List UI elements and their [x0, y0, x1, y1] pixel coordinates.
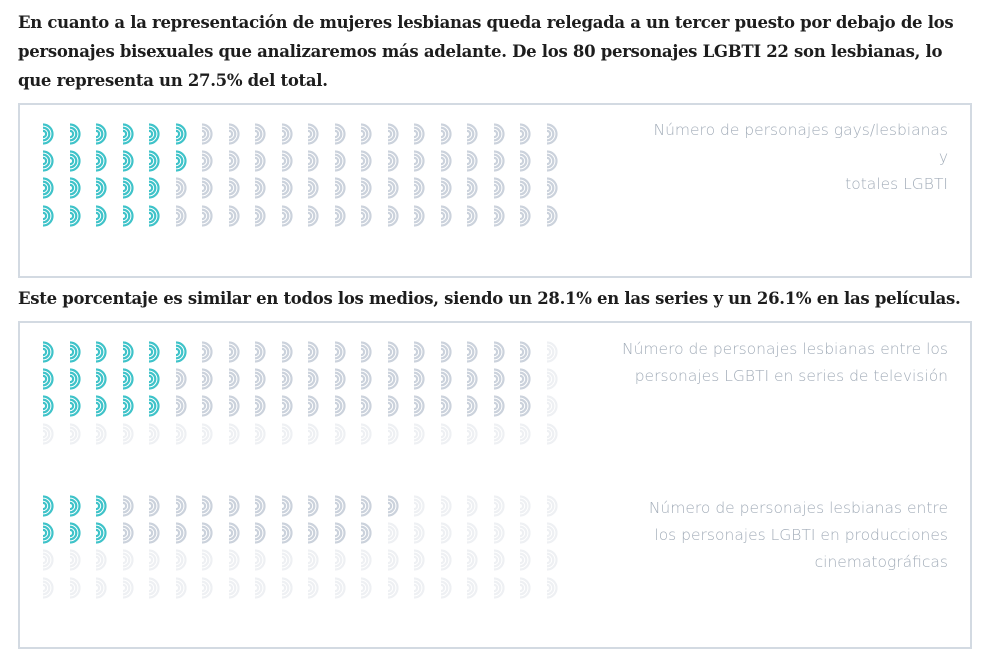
waffle-icon-lgbti [201, 205, 221, 227]
waffle-icon-lgbti [440, 368, 460, 390]
waffle-icon-lgbti [466, 205, 486, 227]
waffle-icon-empty [281, 549, 301, 571]
waffle-icon-lesbian [148, 395, 168, 417]
waffle-icon-empty [546, 395, 566, 417]
waffle-icon-lesbian [95, 123, 115, 145]
waffle-icon-lesbian [122, 395, 142, 417]
waffle-icon-empty [95, 423, 115, 445]
waffle-icon-empty [254, 549, 274, 571]
label-line: los personajes LGBTI en producciones [654, 526, 948, 544]
waffle-icon-empty [148, 549, 168, 571]
waffle-icon-lgbti [519, 341, 539, 363]
waffle-icon-empty [281, 423, 301, 445]
waffle-icon-lgbti [228, 341, 248, 363]
waffle-icon-lgbti [148, 522, 168, 544]
waffle-icon-lgbti [387, 205, 407, 227]
waffle-icon-lesbian [148, 368, 168, 390]
waffle-icon-lesbian [42, 495, 62, 517]
waffle-icon-lgbti [466, 395, 486, 417]
waffle-icon-lgbti [228, 522, 248, 544]
chart-label-series [622, 336, 948, 390]
waffle-icon-lesbian [42, 395, 62, 417]
waffle-icon-empty [175, 577, 195, 599]
waffle-icon-empty [334, 423, 354, 445]
waffle-icon-lgbti [281, 395, 301, 417]
waffle-icon-empty [95, 549, 115, 571]
waffle-icon-empty [413, 423, 433, 445]
waffle-icon-lgbti [360, 495, 380, 517]
waffle-icon-lgbti [440, 205, 460, 227]
waffle-icon-empty [440, 423, 460, 445]
waffle-icon-lgbti [519, 150, 539, 172]
waffle-icon-empty [546, 549, 566, 571]
waffle-icon-lgbti [307, 395, 327, 417]
waffle-icon-lesbian [95, 177, 115, 199]
waffle-icon-empty [387, 522, 407, 544]
waffle-icon-empty [360, 549, 380, 571]
waffle-icon-lgbti [281, 177, 301, 199]
waffle-icon-lgbti [360, 205, 380, 227]
waffle-icon-lgbti [519, 177, 539, 199]
waffle-icon-lesbian [42, 177, 62, 199]
label-line: totales LGBTI [845, 175, 948, 193]
waffle-icon-lesbian [122, 341, 142, 363]
waffle-icon-lesbian [122, 150, 142, 172]
waffle-icon-lgbti [334, 123, 354, 145]
waffle-icon-lgbti [387, 123, 407, 145]
waffle-icon-lgbti [440, 341, 460, 363]
waffle-icon-lgbti [360, 150, 380, 172]
waffle-icon-lgbti [546, 177, 566, 199]
waffle-icon-lgbti [122, 495, 142, 517]
waffle-icon-lgbti [387, 177, 407, 199]
waffle-icon-lgbti [519, 395, 539, 417]
waffle-icon-lgbti [413, 177, 433, 199]
waffle-icon-empty [413, 577, 433, 599]
waffle-icon-empty [69, 423, 89, 445]
waffle-icon-lgbti [254, 368, 274, 390]
waffle-icon-lgbti [281, 150, 301, 172]
waffle-icon-lgbti [254, 123, 274, 145]
waffle-icon-lgbti [546, 205, 566, 227]
waffle-icon-empty [413, 522, 433, 544]
waffle-icon-lgbti [413, 150, 433, 172]
waffle-icon-lgbti [307, 123, 327, 145]
waffle-icon-lgbti [387, 368, 407, 390]
waffle-icon-lgbti [307, 368, 327, 390]
label-line: cinematográficas [814, 553, 948, 571]
waffle-icon-lgbti [440, 123, 460, 145]
waffle-icon-lgbti [387, 395, 407, 417]
waffle-icon-empty [413, 549, 433, 571]
waffle-icon-lgbti [228, 495, 248, 517]
waffle-icon-lesbian [69, 522, 89, 544]
waffle-icon-lgbti [334, 368, 354, 390]
waffle-icon-lgbti [334, 341, 354, 363]
waffle-icon-lgbti [148, 495, 168, 517]
waffle-icon-lesbian [42, 522, 62, 544]
waffle-icon-lesbian [148, 341, 168, 363]
waffle-icon-lgbti [307, 177, 327, 199]
waffle-icon-lesbian [69, 368, 89, 390]
waffle-icon-empty [519, 577, 539, 599]
waffle-icon-lgbti [360, 368, 380, 390]
waffle-icon-lgbti [307, 341, 327, 363]
waffle-icon-empty [228, 423, 248, 445]
waffle-icon-empty [546, 341, 566, 363]
waffle-icon-lesbian [148, 177, 168, 199]
waffle-icon-empty [95, 577, 115, 599]
waffle-icon-lgbti [466, 123, 486, 145]
waffle-icon-empty [519, 423, 539, 445]
waffle-icon-empty [466, 522, 486, 544]
waffle-icon-lgbti [228, 123, 248, 145]
waffle-icon-lgbti [466, 341, 486, 363]
waffle-icon-lgbti [307, 205, 327, 227]
waffle-icon-empty [546, 577, 566, 599]
waffle-icon-lgbti [228, 395, 248, 417]
waffle-icon-empty [334, 577, 354, 599]
waffle-icon-lesbian [42, 341, 62, 363]
media-paragraph: Este porcentaje es similar en todos los medios, siendo un 28.1% en las series y un 26.1% en las películas. [18, 289, 961, 308]
waffle-icon-empty [466, 549, 486, 571]
waffle-icon-empty [201, 577, 221, 599]
chart-box-media [18, 321, 972, 649]
waffle-icon-empty [546, 423, 566, 445]
waffle-icon-lgbti [519, 205, 539, 227]
waffle-icon-empty [201, 549, 221, 571]
waffle-icon-lesbian [122, 368, 142, 390]
waffle-icon-lgbti [254, 205, 274, 227]
waffle-icon-lesbian [69, 495, 89, 517]
waffle-icon-empty [466, 423, 486, 445]
waffle-icon-lgbti [493, 341, 513, 363]
waffle-icon-empty [546, 368, 566, 390]
waffle-icon-lgbti [201, 177, 221, 199]
waffle-icon-lgbti [440, 150, 460, 172]
waffle-icon-empty [254, 577, 274, 599]
waffle-icon-empty [546, 522, 566, 544]
waffle-icon-lgbti [281, 205, 301, 227]
waffle-icon-lgbti [228, 150, 248, 172]
waffle-icon-lesbian [95, 341, 115, 363]
waffle-icon-lgbti [413, 341, 433, 363]
waffle-icon-lgbti [201, 368, 221, 390]
waffle-icon-empty [175, 549, 195, 571]
waffle-icon-lesbian [148, 150, 168, 172]
waffle-icon-lgbti [466, 150, 486, 172]
waffle-icon-lgbti [360, 123, 380, 145]
waffle-icon-empty [175, 423, 195, 445]
waffle-icon-empty [387, 549, 407, 571]
label-line: y [938, 148, 948, 166]
waffle-icon-lgbti [466, 177, 486, 199]
waffle-icon-lgbti [360, 522, 380, 544]
waffle-icon-lgbti [493, 368, 513, 390]
waffle-icon-lesbian [95, 150, 115, 172]
waffle-icon-empty [387, 423, 407, 445]
waffle-icon-empty [281, 577, 301, 599]
waffle-icon-lesbian [122, 177, 142, 199]
waffle-icon-empty [307, 549, 327, 571]
intro-paragraph: En cuanto a la representación de mujeres lesbianas queda relegada a un tercer puesto por debajo de los personajes bisexuales que analizaremos más adelante. De los 80 personajes LGBTI 22 son lesbianas, lo que representa un 27.5% del total. [18, 13, 954, 90]
waffle-icon-empty [228, 577, 248, 599]
waffle-icon-lesbian [148, 123, 168, 145]
waffle-icon-lgbti [254, 522, 274, 544]
waffle-icon-lgbti [413, 205, 433, 227]
waffle-icon-lgbti [360, 395, 380, 417]
waffle-icon-lgbti [334, 522, 354, 544]
waffle-icon-lgbti [466, 368, 486, 390]
waffle-icon-lgbti [175, 395, 195, 417]
waffle-icon-lgbti [519, 368, 539, 390]
waffle-icon-empty [42, 577, 62, 599]
waffle-icon-lgbti [201, 495, 221, 517]
chart-box-total [18, 103, 972, 278]
waffle-icon-lesbian [122, 123, 142, 145]
waffle-icon-empty [122, 549, 142, 571]
waffle-icon-lgbti [201, 395, 221, 417]
waffle-icon-lgbti [254, 341, 274, 363]
waffle-icon-lgbti [175, 177, 195, 199]
label-line: Número de personajes gays/lesbianas [653, 121, 948, 139]
waffle-icon-lgbti [440, 177, 460, 199]
waffle-icon-empty [334, 549, 354, 571]
waffle-icon-lgbti [281, 341, 301, 363]
waffle-icon-lgbti [493, 123, 513, 145]
waffle-icon-lgbti [546, 150, 566, 172]
waffle-icon-lgbti [493, 205, 513, 227]
waffle-icon-lgbti [334, 177, 354, 199]
waffle-icon-empty [493, 495, 513, 517]
waffle-icon-lesbian [122, 205, 142, 227]
waffle-icon-lgbti [307, 495, 327, 517]
waffle-icon-lgbti [175, 495, 195, 517]
waffle-icon-lesbian [95, 368, 115, 390]
waffle-icon-empty [493, 549, 513, 571]
waffle-icon-empty [228, 549, 248, 571]
waffle-icon-empty [493, 522, 513, 544]
waffle-icon-empty [201, 423, 221, 445]
waffle-icon-lesbian [69, 123, 89, 145]
waffle-icon-lgbti [254, 395, 274, 417]
waffle-icon-lgbti [201, 522, 221, 544]
waffle-icon-empty [440, 522, 460, 544]
waffle-icon-lgbti [254, 495, 274, 517]
waffle-icon-lgbti [307, 150, 327, 172]
waffle-icon-lgbti [281, 368, 301, 390]
waffle-icon-lgbti [175, 522, 195, 544]
waffle-icon-lesbian [42, 150, 62, 172]
waffle-icon-lgbti [254, 150, 274, 172]
waffle-icon-lgbti [228, 368, 248, 390]
waffle-icon-lgbti [493, 395, 513, 417]
chart-label-total [654, 117, 949, 198]
waffle-icon-lgbti [413, 368, 433, 390]
waffle-icon-lgbti [228, 177, 248, 199]
waffle-icon-lgbti [360, 341, 380, 363]
waffle-icon-empty [519, 522, 539, 544]
waffle-icon-empty [69, 549, 89, 571]
label-line: Número de personajes lesbianas entre los [622, 340, 948, 358]
waffle-icon-lgbti [281, 123, 301, 145]
waffle-icon-lgbti [201, 341, 221, 363]
waffle-icon-lesbian [69, 205, 89, 227]
waffle-icon-lgbti [334, 150, 354, 172]
waffle-icon-empty [440, 495, 460, 517]
waffle-icon-lgbti [360, 177, 380, 199]
waffle-icon-empty [360, 423, 380, 445]
waffle-icon-empty [519, 549, 539, 571]
waffle-icon-empty [69, 577, 89, 599]
waffle-icon-lgbti [254, 177, 274, 199]
waffle-icon-lgbti [440, 395, 460, 417]
waffle-icon-lgbti [281, 522, 301, 544]
waffle-icon-lgbti [546, 123, 566, 145]
waffle-icon-lesbian [69, 150, 89, 172]
waffle-icon-lesbian [69, 395, 89, 417]
waffle-icon-lgbti [201, 150, 221, 172]
waffle-icon-lgbti [493, 150, 513, 172]
waffle-icon-empty [440, 577, 460, 599]
waffle-icon-empty [122, 423, 142, 445]
waffle-icon-lgbti [413, 395, 433, 417]
waffle-icon-lgbti [334, 395, 354, 417]
waffle-icon-empty [148, 423, 168, 445]
waffle-icon-empty [42, 549, 62, 571]
waffle-icon-empty [307, 577, 327, 599]
waffle-icon-lesbian [175, 123, 195, 145]
label-line: Número de personajes lesbianas entre [648, 499, 948, 517]
waffle-icon-empty [440, 549, 460, 571]
waffle-icon-lgbti [334, 205, 354, 227]
waffle-icon-lgbti [387, 341, 407, 363]
waffle-icon-lesbian [95, 522, 115, 544]
waffle-icon-lesbian [42, 123, 62, 145]
waffle-icon-lgbti [175, 368, 195, 390]
waffle-icon-empty [42, 423, 62, 445]
waffle-icon-empty [519, 495, 539, 517]
waffle-icon-lgbti [281, 495, 301, 517]
waffle-icon-lesbian [148, 205, 168, 227]
waffle-icon-empty [254, 423, 274, 445]
waffle-icon-lesbian [69, 177, 89, 199]
waffle-icon-lgbti [493, 177, 513, 199]
waffle-icon-empty [307, 423, 327, 445]
waffle-icon-empty [493, 423, 513, 445]
waffle-icon-lesbian [175, 341, 195, 363]
waffle-icon-empty [148, 577, 168, 599]
waffle-icon-lesbian [69, 341, 89, 363]
waffle-icon-empty [360, 577, 380, 599]
waffle-icon-lgbti [334, 495, 354, 517]
waffle-icon-lgbti [387, 495, 407, 517]
waffle-icon-lesbian [42, 368, 62, 390]
waffle-icon-lgbti [387, 150, 407, 172]
waffle-icon-lgbti [201, 123, 221, 145]
waffle-icon-empty [387, 577, 407, 599]
waffle-icon-lgbti [519, 123, 539, 145]
waffle-icon-lgbti [175, 205, 195, 227]
waffle-icon-lgbti [307, 522, 327, 544]
chart-label-films [649, 495, 948, 576]
waffle-icon-lgbti [228, 205, 248, 227]
waffle-icon-empty [413, 495, 433, 517]
waffle-icon-empty [493, 577, 513, 599]
waffle-icon-empty [122, 577, 142, 599]
waffle-icon-lesbian [42, 205, 62, 227]
waffle-icon-empty [466, 577, 486, 599]
waffle-icon-empty [546, 495, 566, 517]
label-line: personajes LGBTI en series de televisión [634, 367, 948, 385]
waffle-icon-lgbti [122, 522, 142, 544]
waffle-icon-empty [466, 495, 486, 517]
waffle-icon-lgbti [413, 123, 433, 145]
waffle-icon-lesbian [95, 495, 115, 517]
waffle-icon-lesbian [95, 205, 115, 227]
waffle-icon-lesbian [175, 150, 195, 172]
waffle-icon-lesbian [95, 395, 115, 417]
